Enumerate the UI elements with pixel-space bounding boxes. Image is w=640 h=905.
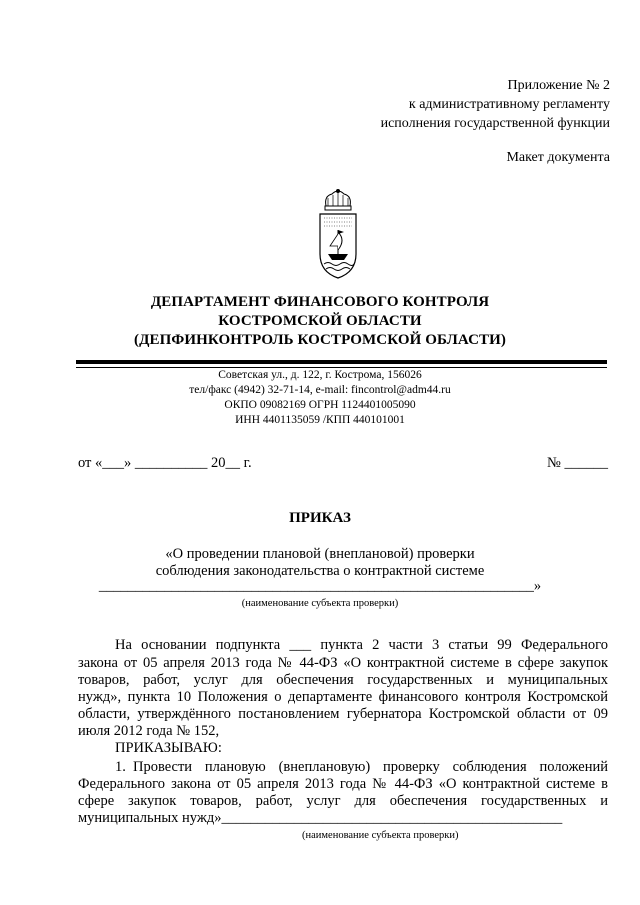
order-date-field: от «___» __________ 20__ г. bbox=[78, 455, 252, 471]
item-line: сфере закупок товаров, работ, услуг для обеспечения государственных и bbox=[78, 793, 608, 809]
department-name-line2: КОСТРОМСКОЙ ОБЛАСТИ bbox=[218, 313, 422, 329]
paragraph-line: закона от 05 апреля 2013 года № 44-ФЗ «О контрактной системе в сфере закупок bbox=[78, 655, 608, 671]
item-number: 1. bbox=[115, 759, 126, 775]
appendix-number: Приложение № 2 bbox=[507, 78, 610, 93]
department-short-name: (ДЕПФИНКОНТРОЛЬ КОСТРОМСКОЙ ОБЛАСТИ) bbox=[134, 332, 506, 348]
order-subject-line1: «О проведении плановой (внеплановой) проверки bbox=[165, 546, 475, 562]
department-name-line1: ДЕПАРТАМЕНТ ФИНАНСОВОГО КОНТРОЛЯ bbox=[150, 294, 490, 310]
order-title: ПРИКАЗ bbox=[289, 510, 351, 526]
appendix-regulation: к административному регламенту bbox=[408, 97, 610, 112]
subject-caption: (наименование субъекта проверки) bbox=[241, 598, 399, 609]
paragraph-line: На основании подпункта ___ пункта 2 части 3 статьи 99 Федерального bbox=[115, 637, 608, 653]
header-rule-thin bbox=[76, 367, 607, 368]
paragraph-line: июля 2012 года № 152, bbox=[78, 723, 220, 739]
order-number-field: № ______ bbox=[547, 455, 608, 471]
item-line: Федерального закона от 05 апреля 2013 года № 44-ФЗ «О контрактной системе в bbox=[78, 776, 608, 792]
okpo-ogrn-line: ОКПО 09082169 ОГРН 1124401005090 bbox=[224, 399, 416, 411]
subject-caption-2: (наименование субъекта проверки) bbox=[302, 830, 459, 841]
paragraph-line: области, утверждённого постановлением губернатора Костромской области от 09 bbox=[78, 706, 608, 722]
order-subject-line2: соблюдения законодательства о контрактной системе bbox=[155, 563, 485, 579]
document-template-label: Макет документа bbox=[506, 150, 610, 165]
contact-line: тел/факс (4942) 32-71-14, e-mail: fincontrol@adm44.ru bbox=[189, 384, 451, 396]
order-subject-blank: ____________________________________________________________» bbox=[98, 578, 542, 594]
paragraph-line: нужд», пункта 10 Положения о департаменте финансового контроля Костромской bbox=[78, 689, 608, 705]
paragraph-line: товаров, работ, услуг для обеспечения государственных и муниципальных bbox=[78, 672, 608, 688]
order-word: ПРИКАЗЫВАЮ: bbox=[115, 740, 222, 756]
coat-of-arms-icon bbox=[314, 188, 362, 284]
appendix-function: исполнения государственной функции bbox=[380, 116, 610, 131]
item-line-blank: муниципальных нужд»_______________________________________________ bbox=[78, 810, 563, 826]
item-line: Провести плановую (внеплановую) проверку соблюдения положений bbox=[133, 759, 608, 775]
header-rule-thick bbox=[76, 360, 607, 364]
address-line: Советская ул., д. 122, г. Кострома, 156026 bbox=[218, 369, 422, 381]
inn-kpp-line: ИНН 4401135059 /КПП 440101001 bbox=[235, 414, 405, 426]
